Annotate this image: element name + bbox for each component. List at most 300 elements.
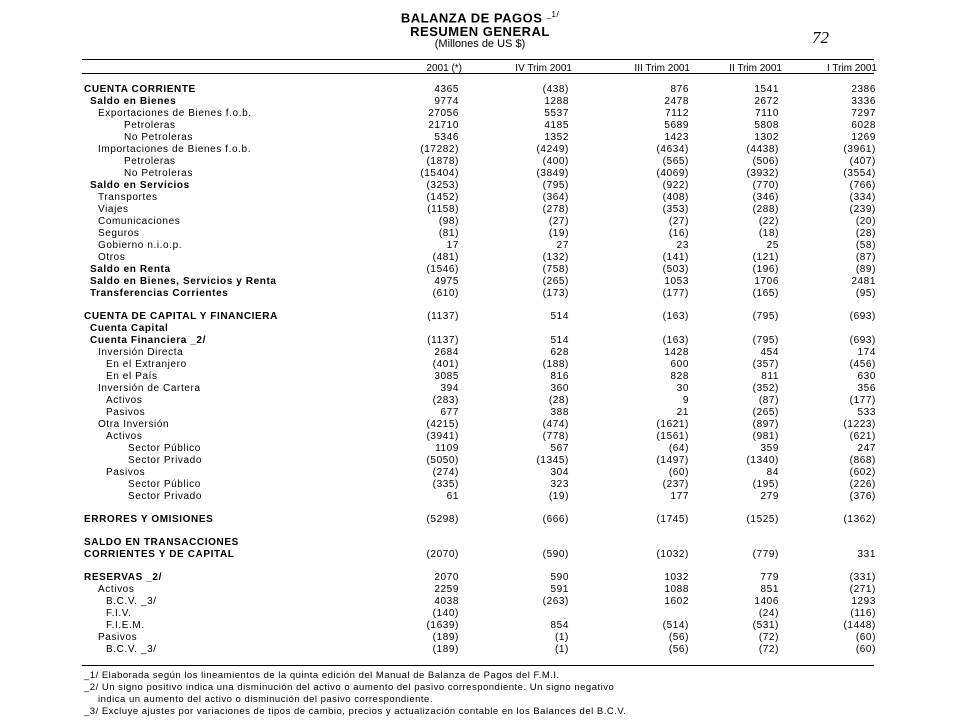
row-label: SALDO EN TRANSACCIONES [84, 537, 239, 548]
row-value: (868) [849, 455, 876, 466]
row-label: Otros [98, 252, 126, 263]
title-text: BALANZA DE PAGOS [400, 10, 543, 26]
title-note-ref: _1/ [546, 10, 560, 19]
row-value: (271) [849, 584, 876, 595]
row-value: 630 [857, 371, 876, 382]
row-value: (1561) [656, 431, 689, 442]
row-value: (121) [752, 252, 779, 263]
row-value: 677 [440, 407, 459, 418]
row-value: 23 [676, 240, 689, 251]
row-value: (795) [542, 180, 569, 191]
table-row [84, 180, 874, 192]
column-header: 2001 (*) [426, 63, 462, 74]
table-row [84, 323, 874, 335]
table-row [84, 288, 874, 300]
row-label: CUENTA DE CAPITAL Y FINANCIERA [84, 311, 278, 322]
table-row [84, 216, 874, 228]
row-value: (18) [758, 228, 779, 239]
table-row [84, 132, 874, 144]
bottom-rule [82, 665, 874, 666]
row-value: (331) [849, 572, 876, 583]
row-label: Pasivos [106, 407, 146, 418]
row-value: (19) [548, 228, 569, 239]
row-label: Inversión de Cartera [98, 383, 201, 394]
row-label: No Petroleras [124, 168, 193, 179]
row-value: (72) [758, 644, 779, 655]
page-number: 72 [812, 28, 829, 47]
row-value: (590) [542, 549, 569, 560]
row-value: (177) [662, 288, 689, 299]
top-rule [82, 59, 874, 60]
row-value: 591 [550, 584, 569, 595]
row-label: B.C.V. _3/ [106, 644, 157, 655]
table-row [84, 120, 874, 132]
row-value: (87) [855, 252, 876, 263]
row-value: 304 [550, 467, 569, 478]
row-value: (610) [432, 288, 459, 299]
row-value: (795) [752, 335, 779, 346]
spacer-row [84, 300, 874, 311]
footnote: indica un aumento del activo o disminución del pasivo correspondiente. [98, 694, 433, 705]
row-value: 2070 [434, 572, 459, 583]
row-value: (376) [849, 491, 876, 502]
row-value: 1032 [664, 572, 689, 583]
row-value: 1053 [664, 276, 689, 287]
row-value: (263) [542, 596, 569, 607]
row-value: 590 [550, 572, 569, 583]
table-row [84, 168, 874, 180]
row-value: 1352 [544, 132, 569, 143]
row-value: (132) [542, 252, 569, 263]
row-value: (1137) [427, 335, 459, 346]
row-value: 1541 [754, 84, 779, 95]
row-value: (770) [752, 180, 779, 191]
row-value: (1158) [427, 204, 459, 215]
row-value: 514 [550, 311, 569, 322]
row-value: (3554) [843, 168, 876, 179]
table-row [84, 608, 874, 620]
row-label: Transferencias Corrientes [90, 288, 229, 299]
row-value: 779 [760, 572, 779, 583]
row-value: (353) [662, 204, 689, 215]
row-label: Activos [106, 431, 143, 442]
footnote: _2/ Un signo positivo indica una disminución del activo o aumento del pasivo correspondiente. Un signo negativo [84, 682, 615, 693]
table-row [84, 228, 874, 240]
row-value: 1109 [435, 443, 459, 454]
column-header: II Trim 2001 [729, 63, 782, 74]
row-value: (163) [662, 335, 689, 346]
row-value: (278) [542, 204, 569, 215]
row-label: Activos [106, 395, 143, 406]
table-row [84, 204, 874, 216]
table-row [84, 644, 874, 656]
row-value: 1423 [664, 132, 689, 143]
row-label: Pasivos [106, 467, 146, 478]
row-value: 1269 [851, 132, 876, 143]
row-label: Pasivos [98, 632, 138, 643]
row-label: Saldo en Renta [90, 264, 171, 275]
table-row [84, 584, 874, 596]
row-value: (897) [752, 419, 779, 430]
row-label: F.I.E.M. [106, 620, 145, 631]
row-value: (165) [752, 288, 779, 299]
row-value: (24) [758, 608, 779, 619]
table-row [84, 419, 874, 431]
row-value: (3941) [426, 431, 459, 442]
row-value: 816 [550, 371, 569, 382]
row-value: (481) [432, 252, 459, 263]
row-value: (3961) [843, 144, 876, 155]
row-value: (17282) [420, 144, 459, 155]
row-value: (795) [752, 311, 779, 322]
row-value: (1) [554, 644, 569, 655]
row-value: 628 [550, 347, 569, 358]
row-value: (1137) [427, 311, 459, 322]
row-value: (1878) [426, 156, 459, 167]
row-value: (334) [849, 192, 876, 203]
row-value: (5298) [426, 514, 459, 525]
row-value: 1088 [664, 584, 689, 595]
row-value: 21 [676, 407, 689, 418]
row-value: (177) [849, 395, 876, 406]
row-value: 7297 [851, 108, 876, 119]
row-value: (22) [758, 216, 779, 227]
row-value: 533 [857, 407, 876, 418]
table-row [84, 108, 874, 120]
row-value: (1448) [843, 620, 876, 631]
row-value: 600 [670, 359, 689, 370]
row-value: (27) [548, 216, 569, 227]
row-value: 7112 [665, 108, 689, 119]
row-value: (400) [542, 156, 569, 167]
row-label: CUENTA CORRIENTE [84, 84, 196, 95]
row-value: (173) [542, 288, 569, 299]
row-value: (188) [542, 359, 569, 370]
table-row [84, 407, 874, 419]
row-value: (1525) [746, 514, 779, 525]
row-value: 5689 [664, 120, 689, 131]
row-value: (20) [855, 216, 876, 227]
row-value: 876 [670, 84, 689, 95]
row-label: Activos [98, 584, 135, 595]
row-value: 279 [760, 491, 779, 502]
row-label: Viajes [98, 204, 129, 215]
balance-table [84, 84, 874, 656]
row-value: (758) [542, 264, 569, 275]
row-value: (226) [849, 479, 876, 490]
row-value: 360 [550, 383, 569, 394]
row-label: Sector Público [128, 443, 201, 454]
row-value: 3336 [851, 96, 876, 107]
row-value: (141) [662, 252, 689, 263]
table-row [84, 632, 874, 644]
spacer-row [84, 526, 874, 537]
row-label: F.I.V. [106, 608, 132, 619]
row-value: (265) [752, 407, 779, 418]
row-label: RESERVAS _2/ [84, 572, 162, 583]
row-label: Sector Privado [128, 455, 202, 466]
row-value: 27056 [428, 108, 459, 119]
row-value: (265) [542, 276, 569, 287]
row-value: 5537 [544, 108, 569, 119]
row-label: Saldo en Servicios [90, 180, 190, 191]
row-value: (4249) [536, 144, 569, 155]
row-value: (693) [849, 311, 876, 322]
row-value: (1) [554, 632, 569, 643]
table-row [84, 335, 874, 347]
row-value: 174 [857, 347, 876, 358]
row-value: 9774 [434, 96, 459, 107]
row-value: (1497) [656, 455, 689, 466]
row-value: 9 [682, 395, 689, 406]
row-value: (1032) [656, 549, 689, 560]
row-value: 30 [676, 383, 689, 394]
row-label: No Petroleras [124, 132, 193, 143]
row-value: (3849) [536, 168, 569, 179]
table-row [84, 537, 874, 549]
row-label: Transportes [98, 192, 158, 203]
row-value: 2481 [851, 276, 876, 287]
row-value: (408) [662, 192, 689, 203]
row-value: (4215) [426, 419, 459, 430]
row-value: 1706 [754, 276, 779, 287]
row-label: B.C.V. _3/ [106, 596, 157, 607]
row-label: En el País [106, 371, 158, 382]
row-value: 394 [440, 383, 459, 394]
row-value: (56) [668, 644, 689, 655]
table-row [84, 192, 874, 204]
table-row [84, 395, 874, 407]
row-value: (15404) [420, 168, 459, 179]
row-value: (693) [849, 335, 876, 346]
row-value: 356 [857, 383, 876, 394]
row-value: (621) [849, 431, 876, 442]
table-row [84, 491, 874, 503]
row-value: (1452) [426, 192, 459, 203]
row-value: 27 [556, 240, 569, 251]
table-row [84, 371, 874, 383]
row-label: Exportaciones de Bienes f.o.b. [98, 108, 252, 119]
row-value: (95) [855, 288, 876, 299]
row-value: (401) [432, 359, 459, 370]
row-value: (72) [758, 632, 779, 643]
row-value: (981) [752, 431, 779, 442]
table-row [84, 620, 874, 632]
row-value: (60) [855, 644, 876, 655]
row-value: (438) [542, 84, 569, 95]
column-header: IV Trim 2001 [515, 63, 572, 74]
row-value: (237) [662, 479, 689, 490]
table-row [84, 311, 874, 323]
row-value: (1362) [843, 514, 876, 525]
row-value: (1745) [656, 514, 689, 525]
row-value: (98) [438, 216, 459, 227]
row-label: Sector Privado [128, 491, 202, 502]
row-value: 3085 [434, 371, 459, 382]
row-value: (1223) [843, 419, 876, 430]
table-row [84, 84, 874, 96]
row-label: Otra Inversión [98, 419, 170, 430]
table-row [84, 467, 874, 479]
row-value: (357) [752, 359, 779, 370]
row-value: (16) [668, 228, 689, 239]
row-value: 388 [550, 407, 569, 418]
row-value: (666) [542, 514, 569, 525]
row-value: 2478 [664, 96, 689, 107]
row-value: (189) [432, 632, 459, 643]
row-value: (3253) [426, 180, 459, 191]
row-label: Importaciones de Bienes f.o.b. [98, 144, 252, 155]
row-value: (274) [432, 467, 459, 478]
row-value: (116) [850, 608, 876, 619]
header-rule [82, 73, 874, 74]
table-row [84, 596, 874, 608]
row-value: (4069) [656, 168, 689, 179]
row-value: 2386 [851, 84, 876, 95]
row-value: (19) [548, 491, 569, 502]
table-row [84, 252, 874, 264]
row-value: (456) [849, 359, 876, 370]
row-value: (346) [752, 192, 779, 203]
row-value: (58) [855, 240, 876, 251]
row-value: 2259 [434, 584, 459, 595]
row-value: (64) [668, 443, 689, 454]
row-value: 247 [857, 443, 876, 454]
row-value: 514 [550, 335, 569, 346]
row-value: (531) [752, 620, 779, 631]
row-value: (778) [542, 431, 569, 442]
table-row [84, 443, 874, 455]
row-value: 4185 [544, 120, 569, 131]
row-value: 1293 [851, 596, 876, 607]
row-value: 1428 [664, 347, 689, 358]
row-value: 21710 [428, 120, 459, 131]
row-value: (60) [668, 467, 689, 478]
row-value: (163) [662, 311, 689, 322]
column-header: I Trim 2001 [826, 63, 877, 74]
row-label: Cuenta Capital [90, 323, 169, 334]
table-row [84, 431, 874, 443]
row-value: 4038 [434, 596, 459, 607]
row-label: Comunicaciones [98, 216, 181, 227]
footnote: _1/ Elaborada según los lineamientos de la quinta edición del Manual de Balanza de Pagos del F.M.I. [84, 670, 560, 681]
units-label: (Millones de US $) [434, 38, 526, 50]
table-row [84, 455, 874, 467]
row-value: (1546) [426, 264, 459, 275]
table-row [84, 264, 874, 276]
row-value: 567 [550, 443, 569, 454]
row-value: (189) [432, 644, 459, 655]
row-value: 61 [446, 491, 459, 502]
row-value: 454 [760, 347, 779, 358]
row-value: (140) [432, 608, 459, 619]
column-header: III Trim 2001 [634, 63, 690, 74]
row-label: Gobierno n.i.o.p. [98, 240, 183, 251]
row-value: 84 [766, 467, 779, 478]
table-row [84, 276, 874, 288]
row-label: Petroleras [124, 120, 176, 131]
row-value: (474) [542, 419, 569, 430]
row-value: 811 [761, 371, 779, 382]
row-value: (766) [849, 180, 876, 191]
row-value: 17 [446, 240, 459, 251]
row-value: (283) [432, 395, 459, 406]
row-value: 5808 [754, 120, 779, 131]
footnotes [84, 670, 864, 718]
row-value: 828 [670, 371, 689, 382]
row-value: 854 [550, 620, 569, 631]
row-value: (4438) [746, 144, 779, 155]
row-value: (407) [849, 156, 876, 167]
row-value: (1345) [536, 455, 569, 466]
table-row [84, 549, 874, 561]
row-label: Cuenta Financiera _2/ [90, 335, 206, 346]
row-value: 4975 [434, 276, 459, 287]
row-value: (602) [849, 467, 876, 478]
row-value: 2684 [434, 347, 459, 358]
table-row [84, 479, 874, 491]
row-value: (28) [548, 395, 569, 406]
row-value: (1340) [746, 455, 779, 466]
spacer-row [84, 561, 874, 572]
row-value: 1602 [664, 596, 689, 607]
row-label: CORRIENTES Y DE CAPITAL [84, 549, 235, 560]
row-label: Saldo en Bienes, Servicios y Renta [90, 276, 277, 287]
row-value: (335) [432, 479, 459, 490]
report-subtitle: RESUMEN GENERAL [410, 24, 550, 39]
row-value: (514) [662, 620, 689, 631]
row-value: (87) [758, 395, 779, 406]
row-value: (506) [752, 156, 779, 167]
row-value: (60) [855, 632, 876, 643]
table-row [84, 347, 874, 359]
row-value: 851 [760, 584, 779, 595]
row-value: (565) [662, 156, 689, 167]
row-value: 359 [760, 443, 779, 454]
row-value: (4634) [656, 144, 689, 155]
row-value: 177 [670, 491, 689, 502]
row-value: (3932) [746, 168, 779, 179]
row-value: 4365 [434, 84, 459, 95]
row-value: 5346 [434, 132, 459, 143]
row-value: (364) [542, 192, 569, 203]
row-value: (56) [668, 632, 689, 643]
table-row [84, 359, 874, 371]
row-value: 6028 [851, 120, 876, 131]
row-value: (1639) [426, 620, 459, 631]
table-row [84, 383, 874, 395]
row-value: (27) [668, 216, 689, 227]
row-value: (2070) [426, 549, 459, 560]
table-row [84, 144, 874, 156]
row-label: En el Extranjero [106, 359, 187, 370]
row-value: (5050) [426, 455, 459, 466]
table-row [84, 240, 874, 252]
row-value: 1302 [754, 132, 779, 143]
spacer-row [84, 503, 874, 514]
row-value: (196) [752, 264, 779, 275]
table-row [84, 96, 874, 108]
row-value: 1406 [754, 596, 779, 607]
row-value: (922) [662, 180, 689, 191]
row-value: (89) [855, 264, 876, 275]
table-row [84, 572, 874, 584]
row-value: 7110 [755, 108, 779, 119]
row-value: (195) [752, 479, 779, 490]
row-value: (239) [849, 204, 876, 215]
row-value: 323 [550, 479, 569, 490]
row-label: Seguros [98, 228, 140, 239]
